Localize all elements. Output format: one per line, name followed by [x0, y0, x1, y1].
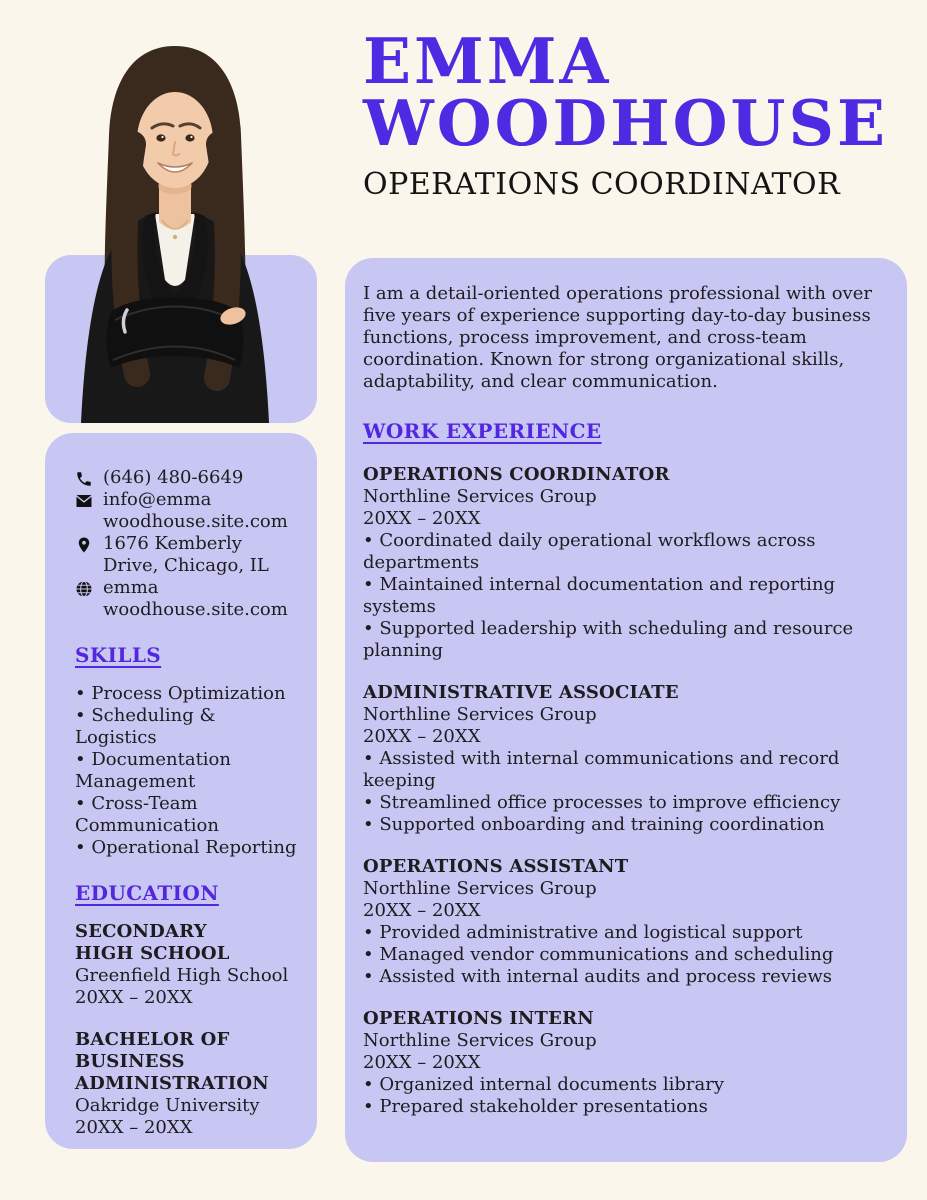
job-bullet: • Streamlined office processes to improve efficiency [363, 792, 860, 814]
job-title: ADMINISTRATIVE ASSOCIATE [363, 682, 679, 703]
profile-photo [55, 40, 307, 423]
job-bullet: • Supported leadership with scheduling and resource planning [363, 618, 860, 662]
job-entry [363, 1008, 887, 1118]
main-panel [345, 258, 907, 1162]
job-title: OPERATIONS ASSISTANT [363, 856, 629, 877]
job-company: Northline Services Group [363, 704, 597, 725]
education-heading: EDUCATION [75, 881, 219, 905]
contact-list [75, 467, 297, 621]
skills-list [75, 683, 297, 859]
job-dates: 20XX – 20XX [363, 900, 481, 921]
sidebar-panel [45, 433, 317, 1149]
job-bullet: • Supported onboarding and training coordination [363, 814, 860, 836]
job-bullets [363, 922, 860, 988]
skill-item: • Documentation Management [75, 749, 297, 793]
phone-icon [75, 470, 93, 488]
education-degree: SECONDARY HIGH SCHOOL [75, 921, 230, 964]
contact-website-line2: woodhouse.site.com [103, 599, 288, 620]
job-dates: 20XX – 20XX [363, 1052, 481, 1073]
email-icon [75, 492, 93, 510]
job-bullet: • Prepared stakeholder presentations [363, 1096, 860, 1118]
contact-item-email [75, 489, 297, 533]
job-bullet: • Coordinated daily operational workflows across departments [363, 530, 860, 574]
contact-email-line1: info@emma [103, 489, 212, 510]
location-icon [75, 536, 93, 554]
contact-address-line1: 1676 Kemberly [103, 533, 242, 554]
job-bullet: • Assisted with internal audits and process reviews [363, 966, 860, 988]
job-bullet: • Assisted with internal communications and record keeping [363, 748, 860, 792]
job-company: Northline Services Group [363, 878, 597, 899]
job-company: Northline Services Group [363, 486, 597, 507]
job-bullets [363, 530, 860, 662]
education-dates: 20XX – 20XX [75, 987, 193, 1008]
skills-heading: SKILLS [75, 643, 162, 667]
job-entry [363, 856, 887, 988]
job-dates: 20XX – 20XX [363, 508, 481, 529]
education-school: Oakridge University [75, 1095, 260, 1116]
last-name: WOODHOUSE [363, 86, 889, 160]
first-name: EMMA [363, 24, 612, 98]
skill-item: • Operational Reporting [75, 837, 297, 859]
education-degree: BACHELOR OF BUSINESS ADMINISTRATION [75, 1029, 269, 1094]
job-bullet: • Managed vendor communications and scheduling [363, 944, 860, 966]
job-bullets [363, 1074, 860, 1118]
job-bullet: • Organized internal documents library [363, 1074, 860, 1096]
education-entry [75, 921, 297, 1009]
contact-item-phone [75, 467, 297, 489]
job-bullet: • Maintained internal documentation and reporting systems [363, 574, 860, 618]
job-dates: 20XX – 20XX [363, 726, 481, 747]
summary-paragraph: I am a detail-oriented operations professional with over five years of experience supporting day-to-day business functions, process improvement, and cross-team coordination. Known for strong organizational skills, adaptability, and clear communication. [363, 283, 872, 392]
job-company: Northline Services Group [363, 1030, 597, 1051]
contact-item-address [75, 533, 297, 577]
skill-item: • Cross-Team Communication [75, 793, 297, 837]
education-dates: 20XX – 20XX [75, 1117, 193, 1138]
job-entry [363, 464, 887, 662]
contact-email-line2: woodhouse.site.com [103, 511, 288, 532]
contact-website-line1: emma [103, 577, 159, 598]
contact-phone: (646) 480-6649 [103, 467, 244, 488]
job-title-subtitle: OPERATIONS COORDINATOR [363, 167, 841, 202]
contact-item-website [75, 577, 297, 621]
job-entry [363, 682, 887, 836]
job-bullets [363, 748, 860, 836]
globe-icon [75, 580, 93, 598]
page-title [363, 24, 911, 160]
job-title: OPERATIONS INTERN [363, 1008, 594, 1029]
photo-area [45, 0, 317, 423]
contact-address-line2: Drive, Chicago, IL [103, 555, 269, 576]
job-bullet: • Provided administrative and logistical support [363, 922, 860, 944]
job-title: OPERATIONS COORDINATOR [363, 464, 670, 485]
header-block [363, 24, 911, 202]
education-school: Greenfield High School [75, 965, 289, 986]
skill-item: • Scheduling & Logistics [75, 705, 297, 749]
skill-item: • Process Optimization [75, 683, 297, 705]
work-experience-heading: WORK EXPERIENCE [363, 419, 602, 443]
education-entry [75, 1029, 297, 1139]
